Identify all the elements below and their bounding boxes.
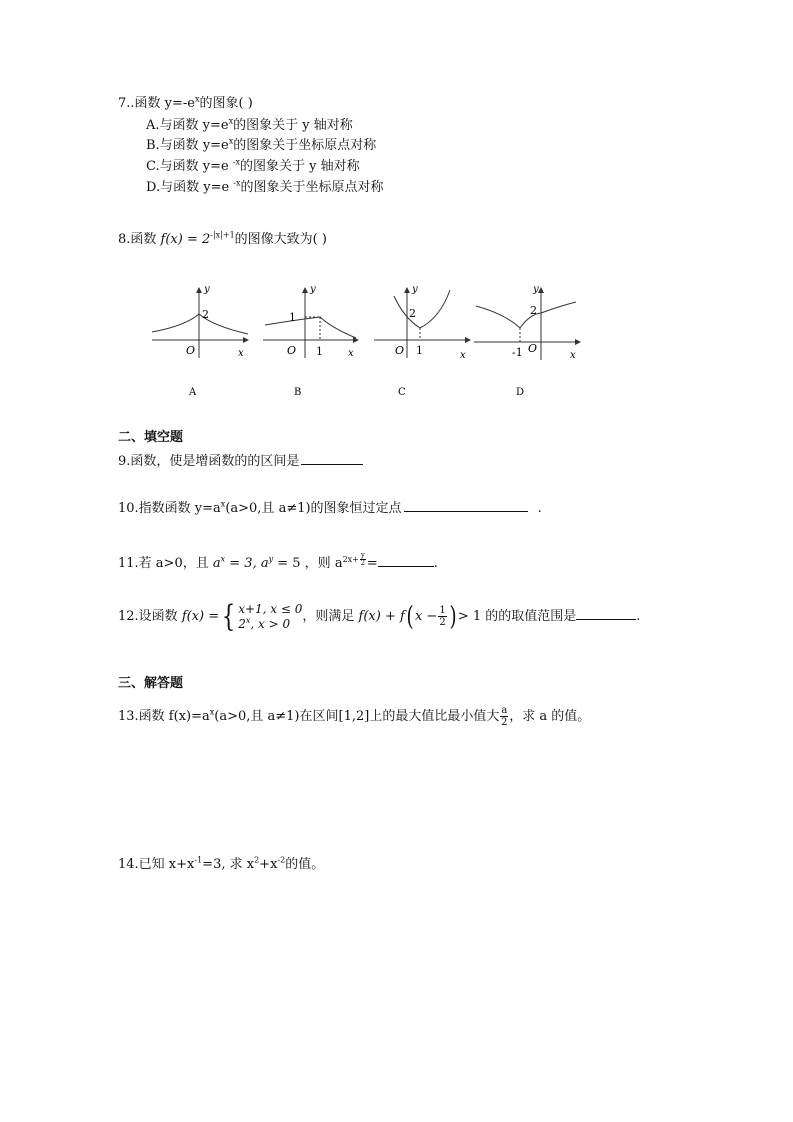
graph-b-label: B [294,387,302,398]
q10-answer-blank[interactable] [404,499,528,512]
graph-b-origin: O [287,344,297,357]
graph-c-y-label: y [412,284,418,295]
graph-d-mark-y: 2 [530,304,537,317]
graph-b-x-label: x [348,348,354,359]
graph-d-origin: O [528,342,538,355]
section-fill-in-heading: 二、填空题 [118,430,184,445]
q11-text: 11.若 a>0，且 $a^x = 3$, $a^y = 5$ ，则 $a^{2x+ \frac{y}{2}}$ = . [118,551,438,571]
graph-c-mark-y: 2 [409,307,416,320]
graph-a-mark: 2 [202,308,209,321]
graph-d [474,284,580,398]
q7-option-d: D.与函数 y=e $^{-x}$的图象关于坐标原点对称 [146,178,384,195]
q13-text: 13.函数 $f(x)=a^x(a>0$,且 a≠1)在区间[1,2]上的最大值比最小值大 $\frac{a}{2}$ ，求 a 的值。 [118,705,591,728]
section-solve-heading: 三、解答题 [118,676,184,691]
graph-b [263,284,358,398]
q8-stem: 8.函数 $f(x) = 2^{-|x|+1}$的图像大致为( ) [118,230,327,247]
q12-answer-blank[interactable] [576,607,636,620]
q7-option-c: C.与函数 y=e $^{-x}$的图象关于 y 轴对称 [146,157,360,174]
graph-d-x-label: x [570,350,576,361]
graph-a-y-label: y [204,284,210,295]
q9-text: 9.函数，使是增函数的的区间是 [118,452,363,470]
graph-c-mark-x: 1 [416,344,423,357]
graph-c [374,284,470,398]
q11-answer-blank[interactable] [378,554,434,567]
q7-stem: 7..函数 $y=-e^x$的图象( ) [118,94,253,111]
graph-c-origin: O [395,344,405,357]
graph-a-x-label: x [238,348,244,359]
graph-d-label: D [516,387,525,398]
graph-d-mark-x: -1 [512,346,523,359]
graph-b-mark-x: 1 [316,345,323,358]
q14-text: 14.已知 $x+x^{-1}=3$, 求 $x^2+x^{-2}$的值。 [118,855,325,872]
q7-option-b: B.与函数 $y=e^x$的图象关于坐标原点对称 [146,136,377,153]
q10-text: 10.指数函数 $y=a^x(a>0$,且 a≠1)的图象恒过定点 . [118,499,542,516]
graph-a-label: A [189,387,197,398]
q8-graphs [0,280,793,410]
graph-a-origin: O [186,344,196,357]
graph-c-label: C [398,387,406,398]
q12-text: 12.设函数 f(x) ={ x+1, x ≤ 0 2$^x$, x > 0 ，则满足 f(x) + f( x − $\frac{1}{2}$ ) > 1 的的取值范围是 . [118,598,641,634]
q9-answer-blank[interactable] [301,452,363,465]
graph-b-mark-y: 1 [289,311,296,324]
graph-b-y-label: y [310,284,316,295]
q7-option-a: A.与函数 $y=e^x$的图象关于 y 轴对称 [146,116,353,133]
graph-c-x-label: x [460,350,466,361]
graph-d-y-label: y [533,284,539,295]
graph-a [152,284,248,398]
